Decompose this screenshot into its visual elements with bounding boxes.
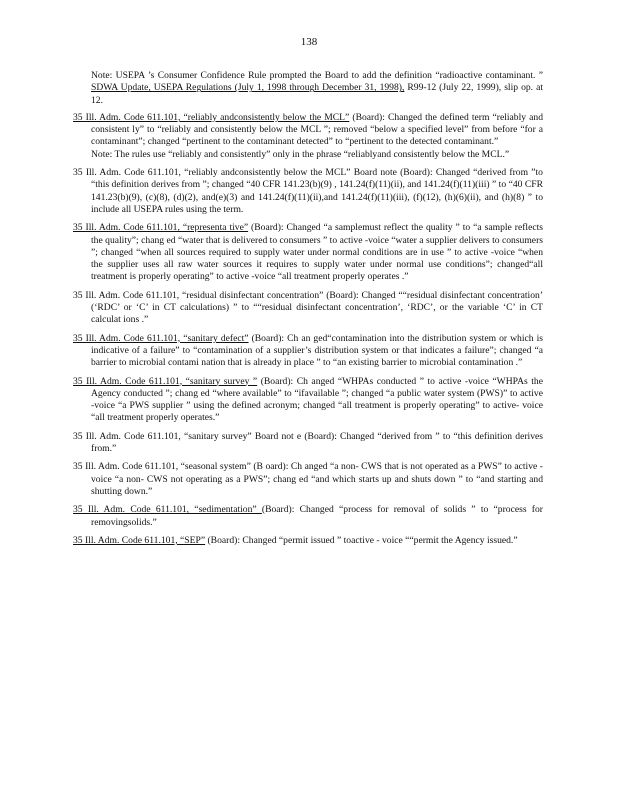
entry-paragraph	[73, 376, 543, 425]
page-number: 138	[300, 36, 318, 48]
entry-body: (Board): Changed ““residual disinfectant concentration’ (‘RDC’ or ‘C’ in CT calculations) ” to ““residual disinfectant concentration’, ‘RDC’, or the variable ‘C’ in CT calculat ions .”	[91, 289, 544, 326]
entry-paragraph	[73, 431, 543, 456]
entry-citation: 35 Ill. Adm. Code 611.101, “representa tive”	[73, 222, 249, 234]
entry-citation: 35 Ill. Adm. Code 611.101, “seasonal system”	[73, 461, 251, 473]
entry-note: Note: The rules use “reliably and consistently” only in the phrase “reliablyand consistently below the MCL.”	[91, 148, 510, 160]
entry-citation: 35 Ill. Adm. Code 611.101, “sanitary survey ”	[73, 375, 258, 387]
entry-paragraph	[73, 167, 543, 216]
entry-paragraph	[73, 222, 543, 283]
entry-citation: 35 Ill. Adm. Code 611.101, “sanitary survey”	[73, 430, 252, 442]
entry-body: (Board): Changed “process for removal of solids ” to “process for removingsolids.”	[91, 504, 543, 528]
entry-body: (Board): Ch an ged“contamination into the distribution system or which is indicative of a failure” to “contamination of a supplier’s distribution system or that indicates a failure”; changed “a barrier to microbial contami nation that is already in place ” to “an existing barrier to microbial contamination .”	[91, 332, 543, 369]
entry-body: Board note (Board): Changed “derived from ”to “this definition derives from ”; changed “40 CFR 141.23(b)(9) , 141.24(f)(11)(ii), and 141.24(f)(11)(iii) ” to “40 CFR 141.23(b)(9), (c)(8), (d)(2), and(e)(3) and 141.24(f)(11)(ii),and 141.24(f)(11)(iii), (f)(12), (h)(6)(ii), and (h)(8) ” to include all USEPA rules using the term.	[91, 167, 543, 215]
entry-citation: 35 Ill. Adm. Code 611.101, “SEP”	[73, 534, 206, 546]
entry-body: (Board): Ch anged “WHPAs conducted ” to active -voice “WHPAs the Agency conducted ”; chang ed “where available” to “ifavailable ”; changed “a public water system (PWS)” to active -voice “a PWS supplier ” using the defined acronym; changed “all treatment is properly operating” to active- voice “all treatment properly operates.”	[91, 375, 543, 424]
entry-body: (B oard): Ch anged “a non- CWS that is not operated as a PWS” to active -voice “a non- CWS not operating as a PWS”; chang ed “and which starts up and shuts down ” to “and starting and shutting down.”	[91, 461, 543, 497]
note-text: Note: USEPA ’s Consumer Confidence Rule prompted the Board to add the definition “radioactive contaminant. ”	[91, 70, 543, 81]
entry-citation: 35 Ill. Adm. Code 611.101, “reliably andconsistently below the MCL”	[73, 111, 350, 123]
entry-paragraph	[73, 290, 543, 327]
entry-paragraph	[73, 112, 543, 161]
entry-paragraph	[73, 535, 543, 547]
note-tail: R99-12 (July 22, 1999), slip op. at 12.	[91, 82, 544, 106]
entry-paragraph	[73, 333, 543, 370]
entry-citation: 35 Ill. Adm. Code 611.101, “sedimentation”	[73, 504, 262, 516]
entry-citation: 35 Ill. Adm. Code 611.101, “residual disinfectant concentration”	[73, 289, 324, 301]
entry-body: Board not e (Board): Changed “derived from ” to “this definition derives from.”	[91, 430, 543, 455]
entry-paragraph	[73, 504, 543, 529]
entry-body: (Board): Changed “a samplemust reflect the quality ” to “a sample reflects the quality”; chang ed “water that is delivered to consumers ” to active -voice “water a supplier delivers to consumers ”; changed “when all sources required to supply water under normal conditions are in use ” to active -voice “when the supplier uses all raw water sources it requires to supply water under normal use conditions”; changed“all treatment is properly operating” to active -voice “all treatment properly operates .”	[91, 222, 543, 283]
note-citation: SDWA Update, USEPA Regulations (July 1, 1998 through December 31, 1998),	[91, 82, 405, 94]
entry-citation: 35 Ill. Adm. Code 611.101, “sanitary defect”	[73, 332, 249, 344]
entry-body: (Board): Changed the defined term “reliably and consistent ly” to “reliably and consistently below the MCL ”; removed “below a specified level” from before “for a contaminant”; changed “pertinent to the contaminant detected” to “pertinent to the detected contaminant.”	[91, 111, 543, 148]
note-paragraph	[73, 70, 543, 107]
entry-paragraph	[73, 461, 543, 498]
entry-body: (Board): Changed “permit issued ” toactive - voice ““permit the Agency issued.”	[205, 534, 518, 546]
entry-citation: 35 Ill. Adm. Code 611.101, “reliably andconsistently below the MCL”	[73, 167, 351, 179]
entries-list	[73, 112, 543, 547]
document-body	[73, 70, 543, 553]
